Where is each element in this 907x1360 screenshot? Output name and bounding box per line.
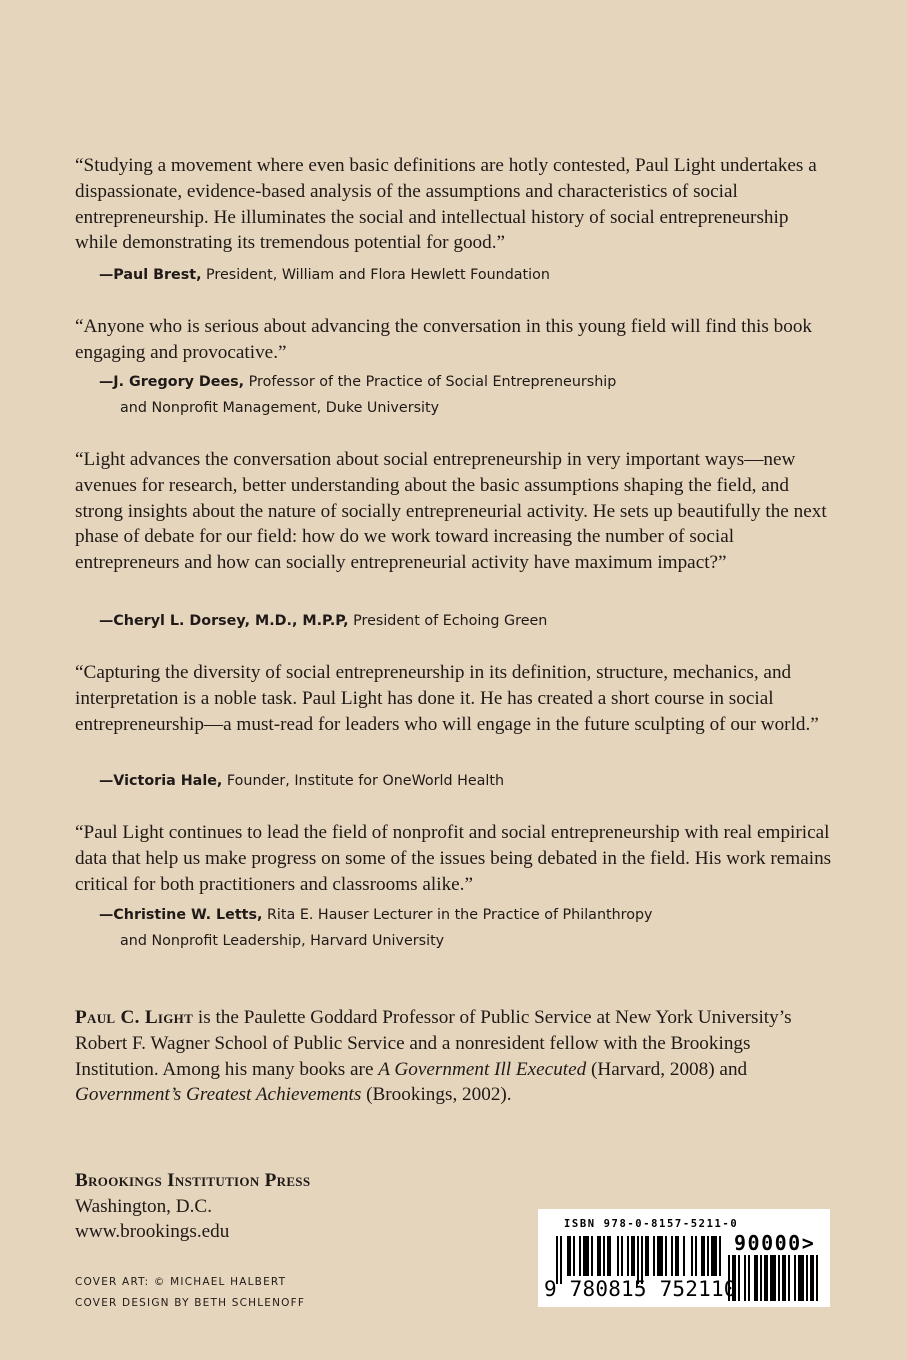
barcode-bar bbox=[579, 1236, 581, 1276]
ean-digits: 9 780815 752110 bbox=[544, 1277, 737, 1301]
barcode-bar bbox=[573, 1236, 575, 1276]
barcode-bar bbox=[711, 1236, 717, 1276]
attribution-title: Professor of the Practice of Social Entrepreneurship bbox=[244, 374, 617, 390]
blurb-quote-4: “Capturing the diversity of social entrepreneurship in its definition, structure, mechanics, and interpretation is a noble task. Paul Light has done it. He has created a short course in social entrepreneurship—a must-read for leaders who will engage in the future sculpting of our world.” bbox=[75, 662, 819, 735]
barcode-bar bbox=[645, 1236, 649, 1276]
barcode-bar bbox=[794, 1255, 796, 1301]
barcode-bar bbox=[707, 1236, 709, 1276]
attribution-name: —Cheryl L. Dorsey, M.D., M.P.P, bbox=[99, 613, 349, 629]
publisher-name: Brookings Institution Press bbox=[75, 1170, 311, 1191]
barcode-bar bbox=[754, 1255, 758, 1301]
addon-digits: 90000> bbox=[734, 1231, 816, 1255]
barcode-bar bbox=[657, 1236, 663, 1276]
barcode-bar bbox=[631, 1236, 635, 1276]
barcode-bar bbox=[597, 1236, 601, 1276]
barcode-bar bbox=[701, 1236, 705, 1276]
author-name: Paul C. Light bbox=[75, 1007, 194, 1028]
barcode-bar bbox=[816, 1255, 818, 1301]
barcode-bar bbox=[607, 1236, 611, 1276]
barcode-bar bbox=[744, 1255, 746, 1301]
bio-text: (Brookings, 2002). bbox=[361, 1084, 512, 1106]
publisher-city: Washington, D.C. bbox=[75, 1195, 213, 1217]
blurb-attribution-4 bbox=[99, 768, 839, 794]
attribution-title: Rita E. Hauser Lecturer in the Practice of Philanthropy bbox=[262, 907, 653, 923]
barcode-bar bbox=[695, 1236, 697, 1276]
attribution-name: —J. Gregory Dees, bbox=[99, 374, 245, 390]
barcode-bar bbox=[567, 1236, 571, 1276]
barcode-bar bbox=[671, 1236, 673, 1276]
barcode-bar bbox=[770, 1255, 776, 1301]
attribution-title-line2: and Nonprofit Management, Duke University bbox=[120, 400, 440, 416]
barcode-bar bbox=[748, 1255, 750, 1301]
blurb-attribution-5 bbox=[99, 902, 839, 954]
author-bio bbox=[75, 1005, 835, 1108]
barcode-bar bbox=[653, 1236, 655, 1276]
barcode-bar bbox=[683, 1236, 685, 1276]
barcode-bar bbox=[760, 1255, 762, 1301]
attribution-title-line2: and Nonprofit Leadership, Harvard University bbox=[120, 933, 445, 949]
bio-text: is the Paulette Goddard Professor of Public Service at New York University’s Robert F. Wagner School of Public Service and a nonresident fellow with the Brookings Institution. Among his many books are bbox=[75, 1007, 792, 1080]
barcode-bar bbox=[810, 1255, 814, 1301]
blurb-attribution-2 bbox=[99, 369, 839, 421]
barcode-bar bbox=[691, 1236, 693, 1276]
barcode-bar bbox=[738, 1255, 740, 1301]
isbn-barcode bbox=[538, 1209, 830, 1307]
barcode-bar bbox=[719, 1236, 721, 1276]
cover-credits bbox=[75, 1272, 495, 1314]
book-title: A Government Ill Executed bbox=[378, 1058, 587, 1080]
blurb-quote-3: “Light advances the conversation about social entrepreneurship in very important ways—new avenues for research, better understanding about the basic assumptions shaping the field, and strong insights about the nature of socially entrepreneurial activity. He sets up beautifully the next phase of debate for our field: how do we work toward increasing the number of social entrepreneurs and how can socially entrepreneurial activity have maximum impact?” bbox=[75, 449, 827, 574]
publisher-block bbox=[75, 1168, 475, 1245]
attribution-title: President, William and Flora Hewlett Foundation bbox=[201, 267, 550, 283]
attribution-name: —Victoria Hale, bbox=[99, 773, 223, 789]
barcode-bar bbox=[764, 1255, 768, 1301]
blurb-quote-5: “Paul Light continues to lead the field of nonprofit and social entrepreneurship with real empirical data that help us make progress on some of the issues being debated in the field. His work remains critical for both practitioners and classrooms alike.” bbox=[75, 822, 832, 895]
blurb-quote-1: “Studying a movement where even basic definitions are hotly contested, Paul Light undertakes a dispassionate, evidence-based analysis of the assumptions and characteristics of social entrepreneurship. He illuminates the social and intellectual history of social entrepreneurship while demonstrating its tremendous potential for good.” bbox=[75, 155, 817, 254]
blurb-quote-2: “Anyone who is serious about advancing the conversation in this young field will find this book engaging and provocative.” bbox=[75, 316, 813, 363]
barcode-bar bbox=[788, 1255, 790, 1301]
publisher-url: www.brookings.edu bbox=[75, 1221, 230, 1243]
bio-text: (Harvard, 2008) and bbox=[586, 1058, 748, 1080]
barcode-bar bbox=[798, 1255, 804, 1301]
barcode-bar bbox=[583, 1236, 589, 1276]
book-title: Government’s Greatest Achievements bbox=[75, 1084, 362, 1106]
barcode-bar bbox=[617, 1236, 619, 1276]
attribution-title: President of Echoing Green bbox=[348, 613, 548, 629]
barcode-bar bbox=[778, 1255, 780, 1301]
cover-design-credit: COVER DESIGN BY BETH SCHLENOFF bbox=[75, 1297, 306, 1309]
attribution-name: —Paul Brest, bbox=[99, 267, 202, 283]
blurb-attribution-1 bbox=[99, 262, 839, 288]
barcode-bar bbox=[591, 1236, 593, 1276]
barcode-bar bbox=[806, 1255, 808, 1301]
attribution-name: —Christine W. Letts, bbox=[99, 907, 263, 923]
addon-barcode-bars bbox=[728, 1255, 824, 1301]
cover-art-credit: COVER ART: © MICHAEL HALBERT bbox=[75, 1276, 287, 1288]
barcode-bar bbox=[675, 1236, 679, 1276]
barcode-bar bbox=[627, 1236, 629, 1276]
isbn-label: ISBN 978-0-8157-5211-0 bbox=[564, 1218, 739, 1230]
barcode-bar bbox=[782, 1255, 786, 1301]
blurb-attribution-3 bbox=[99, 608, 839, 634]
barcode-bar bbox=[665, 1236, 667, 1276]
barcode-bar bbox=[603, 1236, 605, 1276]
barcode-bar bbox=[621, 1236, 623, 1276]
attribution-title: Founder, Institute for OneWorld Health bbox=[222, 773, 505, 789]
